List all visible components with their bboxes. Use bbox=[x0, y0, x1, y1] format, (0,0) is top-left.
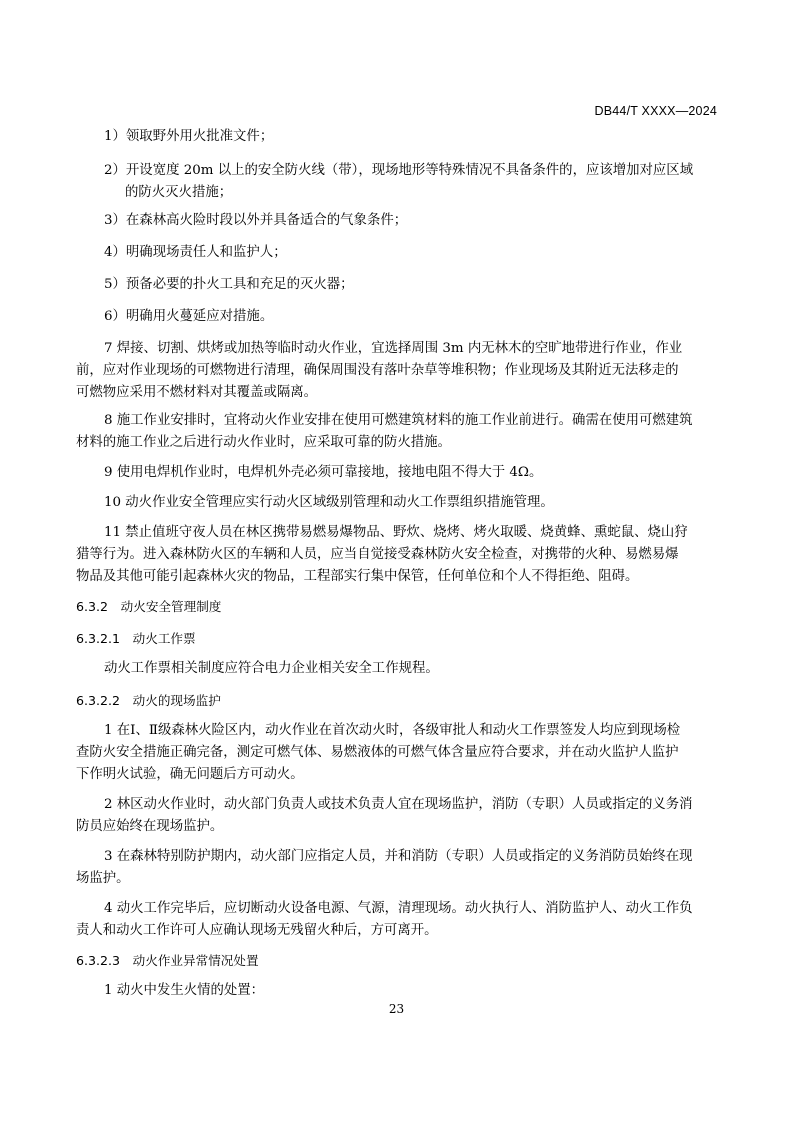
text-line: 场监护。 bbox=[76, 871, 130, 886]
text-line: 5）预备必要的扑火工具和充足的灭火器； bbox=[104, 277, 354, 292]
text-line: 6）明确用火蔓延应对措施。 bbox=[104, 309, 274, 324]
section-heading: 6.3.2.1 动火工作票 bbox=[76, 631, 196, 646]
text-line: 1）领取野外用火批准文件； bbox=[104, 129, 274, 144]
text-line: 3）在森林高火险时段以外并具备适合的气象条件； bbox=[104, 213, 408, 228]
text-line: 1 动火中发生火情的处置： bbox=[104, 983, 265, 998]
page-number: 23 bbox=[388, 1002, 405, 1016]
text-line: 可燃物应采用不燃材料对其覆盖或隔离。 bbox=[76, 385, 318, 400]
text-line: 11 禁止值班守夜人员在林区携带易燃易爆物品、野炊、烧烤、烤火取暖、烧黄蜂、熏蛇鼠、烧山狩 bbox=[104, 525, 688, 540]
section-heading: 6.3.2 动火安全管理制度 bbox=[76, 599, 222, 614]
text-line: 前，应对作业现场的可燃物进行清理，确保周围没有落叶杂草等堆积物；作业现场及其附近无法移走的 bbox=[76, 363, 679, 378]
text-line: 查防火安全措施正确完备，测定可燃气体、易燃液体的可燃气体含量应符合要求，并在动火监护人监护 bbox=[76, 745, 679, 760]
text-line: 9 使用电焊机作业时，电焊机外壳必须可靠接地，接地电阻不得大于 4Ω。 bbox=[104, 465, 543, 480]
text-line: 4）明确现场责任人和监护人； bbox=[104, 245, 287, 260]
text-line: 8 施工作业安排时，宜将动火作业安排在使用可燃建筑材料的施工作业前进行。确需在使用可燃建筑 bbox=[104, 413, 693, 428]
text-line: 3 在森林特别防护期内，动火部门应指定人员，并和消防（专职）人员或指定的义务消防员始终在现 bbox=[104, 849, 693, 864]
document-code: DB44/T XXXX—2024 bbox=[594, 104, 717, 118]
text-line: 动火工作票相关制度应符合电力企业相关安全工作规程。 bbox=[104, 661, 439, 676]
text-line: 4 动火工作完毕后，应切断动火设备电源、气源，清理现场。动火执行人、消防监护人、动火工作负 bbox=[104, 901, 693, 916]
text-line: 7 焊接、切割、烘烤或加热等临时动火作业，宜选择周围 3m 内无林木的空旷地带进行作业，作业 bbox=[104, 341, 683, 356]
text-line: 下作明火试验，确无问题后方可动火。 bbox=[76, 767, 304, 782]
section-heading: 6.3.2.2 动火的现场监护 bbox=[76, 693, 221, 708]
text-line: 的防火灭火措施； bbox=[125, 185, 233, 200]
text-line: 防员应始终在现场监护。 bbox=[76, 819, 224, 834]
text-line: 材料的施工作业之后进行动火作业时，应采取可靠的防火措施。 bbox=[76, 435, 451, 450]
text-line: 2 林区动火作业时，动火部门负责人或技术负责人宜在现场监护，消防（专职）人员或指定的义务消 bbox=[104, 797, 693, 812]
text-line: 物品及其他可能引起森林火灾的物品，工程部实行集中保管，任何单位和个人不得拒绝、阻碍。 bbox=[76, 569, 639, 584]
section-heading: 6.3.2.3 动火作业异常情况处置 bbox=[76, 953, 259, 968]
text-line: 1 在Ⅰ、Ⅱ级森林火险区内，动火作业在首次动火时，各级审批人和动火工作票签发人均应到现场检 bbox=[104, 723, 681, 738]
text-line: 猎等行为。进入森林防火区的车辆和人员，应当自觉接受森林防火安全检查，对携带的火种、易燃易爆 bbox=[76, 547, 679, 562]
text-line: 2）开设宽度 20m 以上的安全防火线（带），现场地形等特殊情况不具备条件的，应该增加对应区域 bbox=[104, 163, 694, 178]
text-line: 责人和动火工作许可人应确认现场无残留火种后，方可离开。 bbox=[76, 923, 438, 938]
text-line: 10 动火作业安全管理应实行动火区域级别管理和动火工作票组织措施管理。 bbox=[104, 495, 554, 510]
